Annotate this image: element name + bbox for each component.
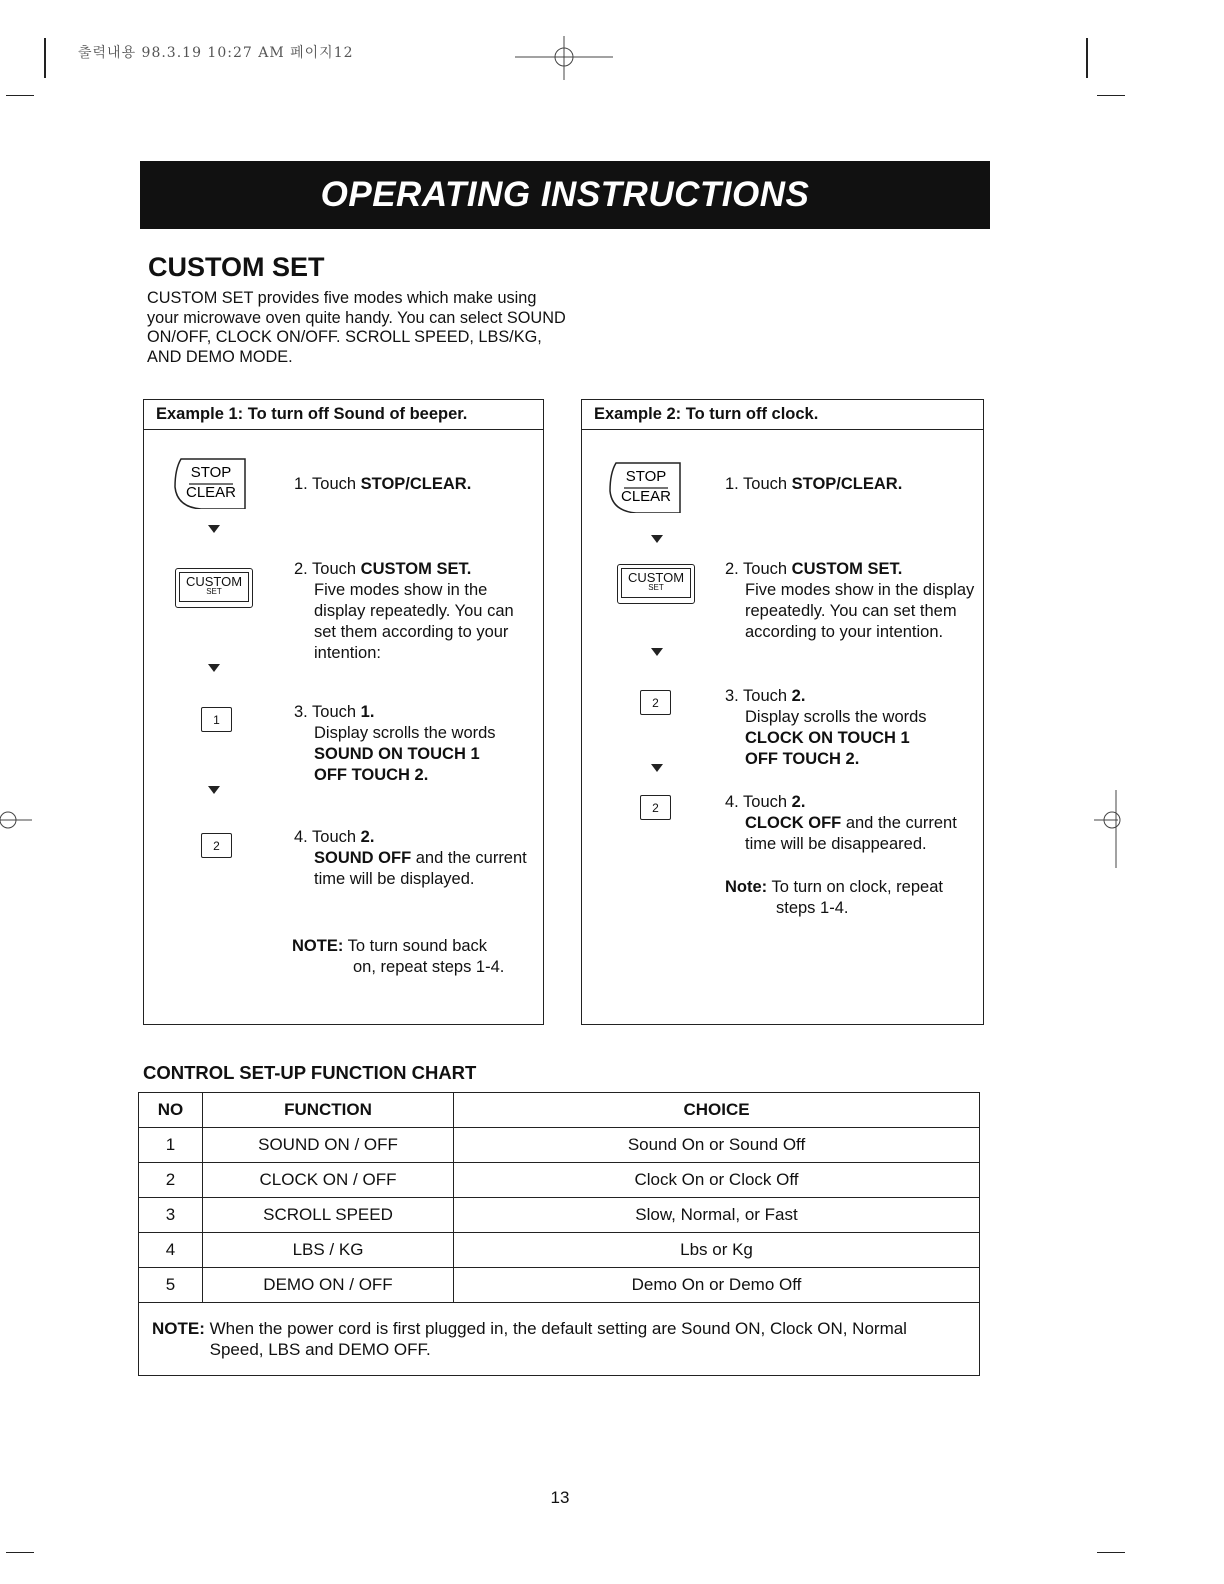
ex2-step-2 [725, 559, 975, 643]
ex2-step-4-pre: 4. Touch [725, 793, 792, 811]
ex2-step-4-bold: 2. [791, 793, 806, 811]
ex1-step-3-bold: 1. [360, 703, 375, 721]
ex2-step-3 [725, 686, 975, 770]
custom-set-key-icon [617, 564, 695, 604]
ex2-step-2-pre: 2. Touch [725, 560, 792, 578]
ex2-step-1 [725, 474, 975, 495]
ex1-step-4-bold2: SOUND OFF [314, 849, 412, 867]
key-clear-label: CLEAR [620, 488, 672, 505]
stop-clear-key-icon [171, 457, 255, 509]
ex2-step-3-bold: 2. [791, 687, 806, 705]
key-clear-label: CLEAR [185, 484, 237, 501]
key-2-icon: 2 [201, 833, 232, 858]
cell-function: CLOCK ON / OFF [203, 1163, 454, 1198]
cell-function: DEMO ON / OFF [203, 1268, 454, 1303]
cell-no: 2 [139, 1163, 203, 1198]
ex2-step-1-pre: 1. Touch [725, 475, 792, 493]
ex1-note-text2: on, repeat steps 1-4. [353, 958, 505, 976]
col-header-no: NO [139, 1093, 203, 1128]
ex1-step-2-pre: 2. Touch [294, 560, 361, 578]
key-stop-label: STOP [190, 464, 232, 481]
ex2-note-label: Note: [725, 878, 768, 896]
ex1-step-2 [294, 559, 539, 664]
cell-choice: Clock On or Clock Off [454, 1163, 980, 1198]
example-2-box [581, 399, 984, 1025]
cell-function: SCROLL SPEED [203, 1198, 454, 1233]
ex1-step-2-body: Five modes show in the display repeatedly. You can set them according to your intention: [314, 581, 514, 662]
example-2-heading: Example 2: To turn off clock. [582, 400, 983, 430]
cell-choice: Sound On or Sound Off [454, 1128, 980, 1163]
crop-mark [6, 95, 34, 96]
ex1-step-1-pre: 1. Touch [294, 475, 361, 493]
section-title: CUSTOM SET [148, 252, 325, 282]
ex2-step-1-bold: STOP/CLEAR. [791, 475, 903, 493]
cell-no: 4 [139, 1233, 203, 1268]
ex1-note [292, 936, 537, 978]
ex2-note [725, 877, 977, 919]
ex1-step-4-bold: 2. [360, 828, 375, 846]
table-note-label: NOTE: [152, 1319, 205, 1338]
table-note [139, 1303, 980, 1376]
col-header-choice: CHOICE [454, 1093, 980, 1128]
ex1-step-3-pre: 3. Touch [294, 703, 361, 721]
ex1-note-label: NOTE: [292, 937, 344, 955]
table-note-row [139, 1303, 980, 1376]
ex1-note-text1: To turn sound back [343, 937, 488, 955]
ex2-step-4-body: and the current time will be disappeared. [745, 814, 957, 853]
key-2-icon: 2 [640, 795, 671, 820]
cell-choice: Slow, Normal, or Fast [454, 1198, 980, 1233]
table-row [139, 1163, 980, 1198]
crop-mark [6, 1552, 34, 1553]
ex1-step-1-bold: STOP/CLEAR. [360, 475, 472, 493]
ex1-step-3-bold3: OFF TOUCH 2. [314, 766, 429, 784]
chart-title: CONTROL SET-UP FUNCTION CHART [143, 1062, 477, 1083]
ex2-step-4-bold2: CLOCK OFF [745, 814, 842, 832]
col-header-function: FUNCTION [203, 1093, 454, 1128]
cell-function: LBS / KG [203, 1233, 454, 1268]
ex2-step-2-bold: CUSTOM SET. [791, 560, 903, 578]
key-2-icon: 2 [640, 690, 671, 715]
ex2-note-text2: steps 1-4. [776, 899, 849, 917]
cell-choice: Demo On or Demo Off [454, 1268, 980, 1303]
ex1-step-1 [294, 474, 534, 495]
down-arrow-icon [208, 786, 220, 794]
registration-mark-icon [1094, 790, 1124, 870]
ex1-step-4-pre: 4. Touch [294, 828, 361, 846]
stop-clear-key-icon [606, 461, 690, 513]
key-set-label: SET [206, 587, 222, 596]
page-banner [140, 161, 990, 229]
cell-no: 3 [139, 1198, 203, 1233]
ex1-step-4 [294, 827, 539, 890]
cell-choice: Lbs or Kg [454, 1233, 980, 1268]
table-row [139, 1128, 980, 1163]
crop-mark [1097, 95, 1125, 96]
print-header: 출력내용 98.3.19 10:27 AM 페이지12 [78, 45, 354, 61]
table-row [139, 1233, 980, 1268]
key-stop-label: STOP [625, 468, 667, 485]
table-row [139, 1268, 980, 1303]
table-header-row [139, 1093, 980, 1128]
ex2-step-2-body: Five modes show in the display repeatedly. You can set them according to your intention. [745, 581, 975, 641]
cell-no: 1 [139, 1128, 203, 1163]
registration-mark-icon [0, 800, 34, 840]
down-arrow-icon [208, 525, 220, 533]
custom-set-key-icon [175, 568, 253, 608]
ex2-step-3-bold2: CLOCK ON TOUCH 1 [745, 729, 910, 747]
ex2-step-3-bold3: OFF TOUCH 2. [745, 750, 860, 768]
ex2-step-4 [725, 792, 977, 855]
ex1-step-3-body: Display scrolls the words [314, 724, 496, 742]
table-note-text: When the power cord is first plugged in, the default setting are Sound ON, Clock ON, Normal Speed, LBS and DEMO OFF. [209, 1319, 907, 1359]
table-row [139, 1198, 980, 1233]
key-custom-label: CUSTOM [627, 570, 685, 585]
key-1-icon: 1 [201, 707, 232, 732]
ex1-step-3 [294, 702, 539, 786]
ex2-note-text1: To turn on clock, repeat [767, 878, 943, 896]
down-arrow-icon [651, 764, 663, 772]
down-arrow-icon [651, 535, 663, 543]
key-custom-label: CUSTOM [185, 574, 243, 589]
ex2-step-3-body: Display scrolls the words [745, 708, 927, 726]
example-1-heading: Example 1: To turn off Sound of beeper. [144, 400, 543, 430]
registration-mark-icon [515, 36, 615, 80]
key-set-label: SET [648, 583, 664, 592]
crop-mark [1097, 1552, 1125, 1553]
cell-no: 5 [139, 1268, 203, 1303]
crop-mark [44, 38, 46, 78]
down-arrow-icon [208, 664, 220, 672]
page-number: 13 [550, 1488, 570, 1507]
ex2-step-3-pre: 3. Touch [725, 687, 792, 705]
ex1-step-4-body: and the current time will be displayed. [314, 849, 527, 888]
down-arrow-icon [651, 648, 663, 656]
crop-mark [1086, 38, 1088, 78]
intro-paragraph: CUSTOM SET provides five modes which make using your microwave oven quite handy. You can select SOUND ON/OFF, CLOCK ON/OFF. SCROLL SPEED, LBS/KG, AND DEMO MODE. [147, 289, 566, 366]
banner-title: OPERATING INSTRUCTIONS [320, 175, 810, 214]
ex1-step-2-bold: CUSTOM SET. [360, 560, 472, 578]
ex1-step-3-bold2: SOUND ON TOUCH 1 [314, 745, 480, 763]
example-1-box [143, 399, 544, 1025]
function-chart-table [138, 1092, 980, 1376]
cell-function: SOUND ON / OFF [203, 1128, 454, 1163]
